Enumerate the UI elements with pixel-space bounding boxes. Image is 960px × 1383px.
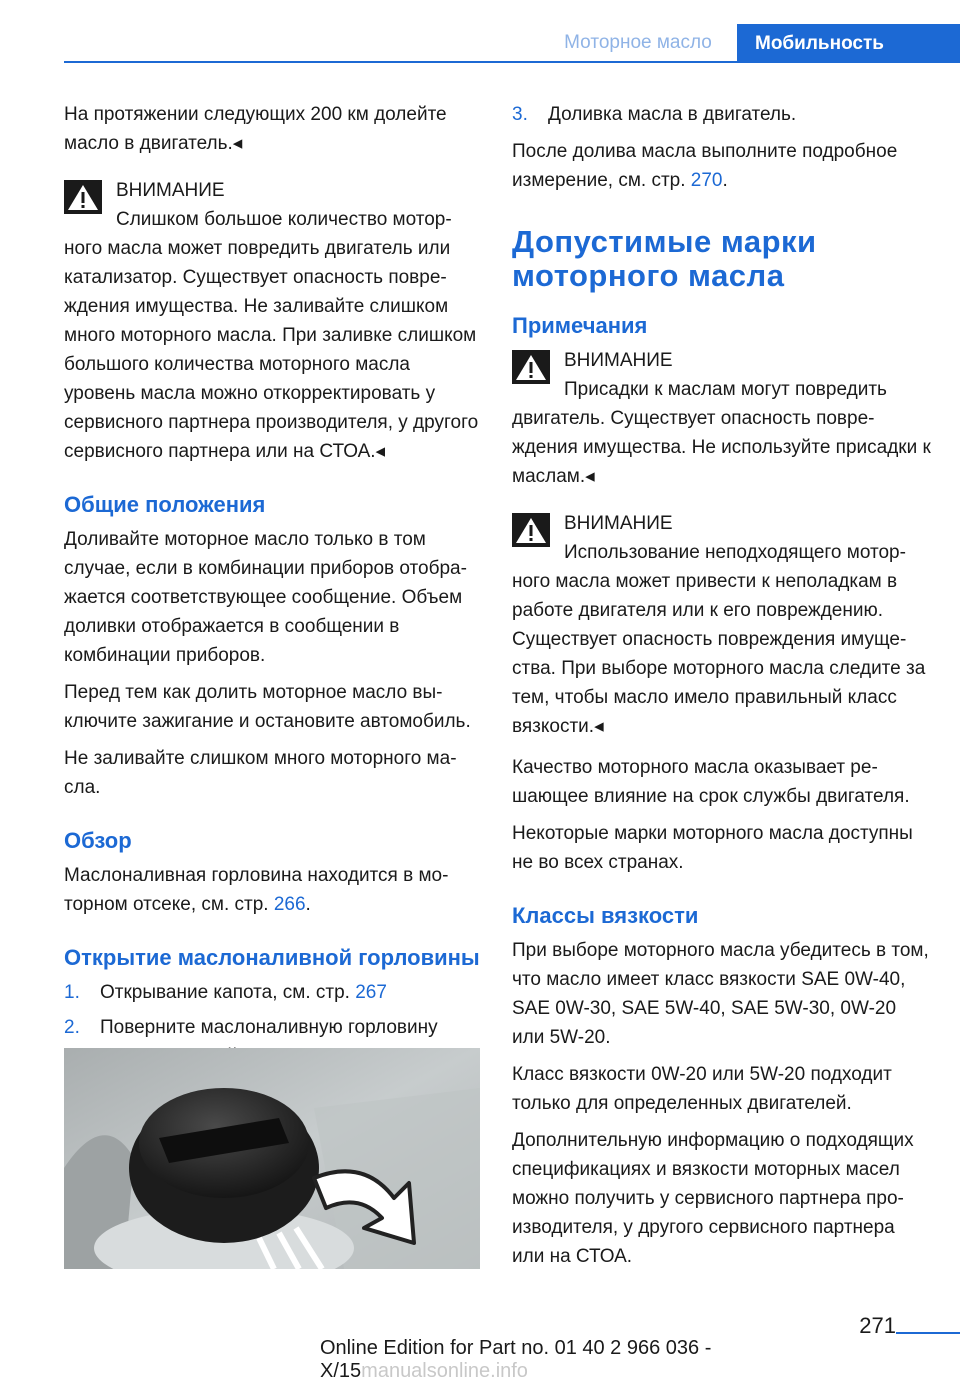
warning-title: ВНИМАНИЕ: [564, 350, 673, 371]
page-link-270[interactable]: 270: [690, 170, 723, 191]
header-rule: [64, 61, 960, 63]
warning-title: ВНИМАНИЕ: [564, 513, 673, 534]
warning-block: [512, 509, 932, 741]
warning-triangle-icon: [512, 350, 550, 384]
step-number: 1.: [64, 982, 80, 1003]
page-number: 271: [859, 1313, 896, 1338]
paragraph: Не заливайте слишком много моторного масла.: [64, 748, 457, 798]
header-section-label: Моторное масло: [564, 32, 712, 53]
section-title: Допустимые марки моторного масла: [512, 224, 817, 293]
warning-text-first: Использование неподходящего мотор-: [564, 542, 906, 563]
heading-notes: Примечания: [512, 313, 648, 338]
paragraph: Доливайте моторное масло только в том случае, если в комбинации приборов отображается соответствующее сообщение. Объем доливки отображается в сообщении в комбинации приборов.: [64, 529, 467, 666]
page-link-267[interactable]: 267: [355, 982, 387, 1003]
paragraph: Класс вязкости 0W-20 или 5W-20 подходит только для определенных двигателей.: [512, 1064, 892, 1114]
paragraph: [512, 137, 932, 195]
warning-triangle-icon: [64, 180, 102, 214]
paragraph-text: После долива масла выполните подробное измерение, см. стр.: [512, 141, 898, 191]
step-text: Открывание капота, см. стр.: [100, 982, 356, 1003]
heading-overview: Обзор: [64, 828, 132, 853]
step-text: Поверните маслоналивную горловину: [100, 1017, 438, 1038]
warning-title: ВНИМАНИЕ: [116, 180, 225, 201]
right-column: [512, 100, 932, 1279]
steps-list: [512, 100, 932, 129]
paragraph-end: .: [722, 170, 728, 191]
warning-text-first: Присадки к маслам могут повредить: [564, 379, 887, 400]
heading-viscosity: Классы вязкости: [512, 903, 699, 928]
list-item: [512, 100, 932, 129]
paragraph: [64, 861, 484, 919]
warning-text: ного масла может повредить двигатель или катализатор. Существует опасность повреждения имущества. Не заливайте слишком много моторного масла. При заливке слишком большого количества моторного масла уровень масла можно откорректировать у сервисного партнера производителя, у другого сервисного партнера или на СТОА.◂: [64, 238, 479, 462]
header-chapter-tab: Мобильность: [737, 24, 960, 63]
list-item: [64, 978, 484, 1007]
heading-opening: Открытие маслоналивной горловины: [64, 945, 480, 970]
watermark: manualsonline.info: [361, 1360, 528, 1382]
footer-edition: [320, 1337, 920, 1383]
warning-text: двигатель. Существует опасность повреждения имущества. Не используйте присадки к маслам.◂: [512, 408, 931, 487]
paragraph: Качество моторного масла оказывает решающее влияние на срок службы двигателя.: [512, 757, 910, 807]
warning-block: [512, 346, 932, 491]
heading-general: Общие положения: [64, 492, 266, 517]
step-text: Доливка масла в двигатель.: [548, 104, 797, 125]
warning-block: [64, 176, 484, 466]
left-column: [64, 100, 484, 1079]
step-number: 2.: [64, 1017, 80, 1038]
paragraph: На протяжении следующих 200 км долейте масло в двигатель.◂: [64, 104, 447, 154]
page-link-266[interactable]: 266: [273, 894, 306, 915]
paragraph: Перед тем как долить моторное масло выключите зажигание и остановите автомобиль.: [64, 682, 471, 732]
step-number: 3.: [512, 104, 528, 125]
paragraph: При выборе моторного масла убедитесь в том, что масло имеет класс вязкости SAE 0W-40, SAE 0W-30, SAE 5W-40, SAE 5W-30, 0W-20 или 5W-20.: [512, 940, 929, 1048]
edition-text: Online Edition for Part no. 01 40 2 966 036 - X/15: [320, 1337, 712, 1382]
paragraph-text: Маслоналивная горловина находится в моторном отсеке, см. стр.: [64, 865, 449, 915]
footer-rule: [896, 1332, 960, 1334]
warning-text-first: Слишком большое количество мотор-: [116, 209, 452, 230]
warning-triangle-icon: [512, 513, 550, 547]
warning-text: ного масла может привести к неполадкам в работе двигателя или к его повреждению. Существует опасность повреждения имущества. При выборе моторного масла следите за тем, чтобы масло имело правильный класс вязкости.◂: [512, 571, 926, 737]
paragraph: Некоторые марки моторного масла доступны не во всех странах.: [512, 823, 913, 873]
oil-filler-cap-photo: [64, 1048, 480, 1269]
paragraph: Дополнительную информацию о подходящих спецификациях и вязкости моторных масел можно получить у сервисного партнера производителя, у другого сервисного партнера или на СТОА.: [512, 1130, 914, 1267]
paragraph-end: .: [305, 894, 311, 915]
